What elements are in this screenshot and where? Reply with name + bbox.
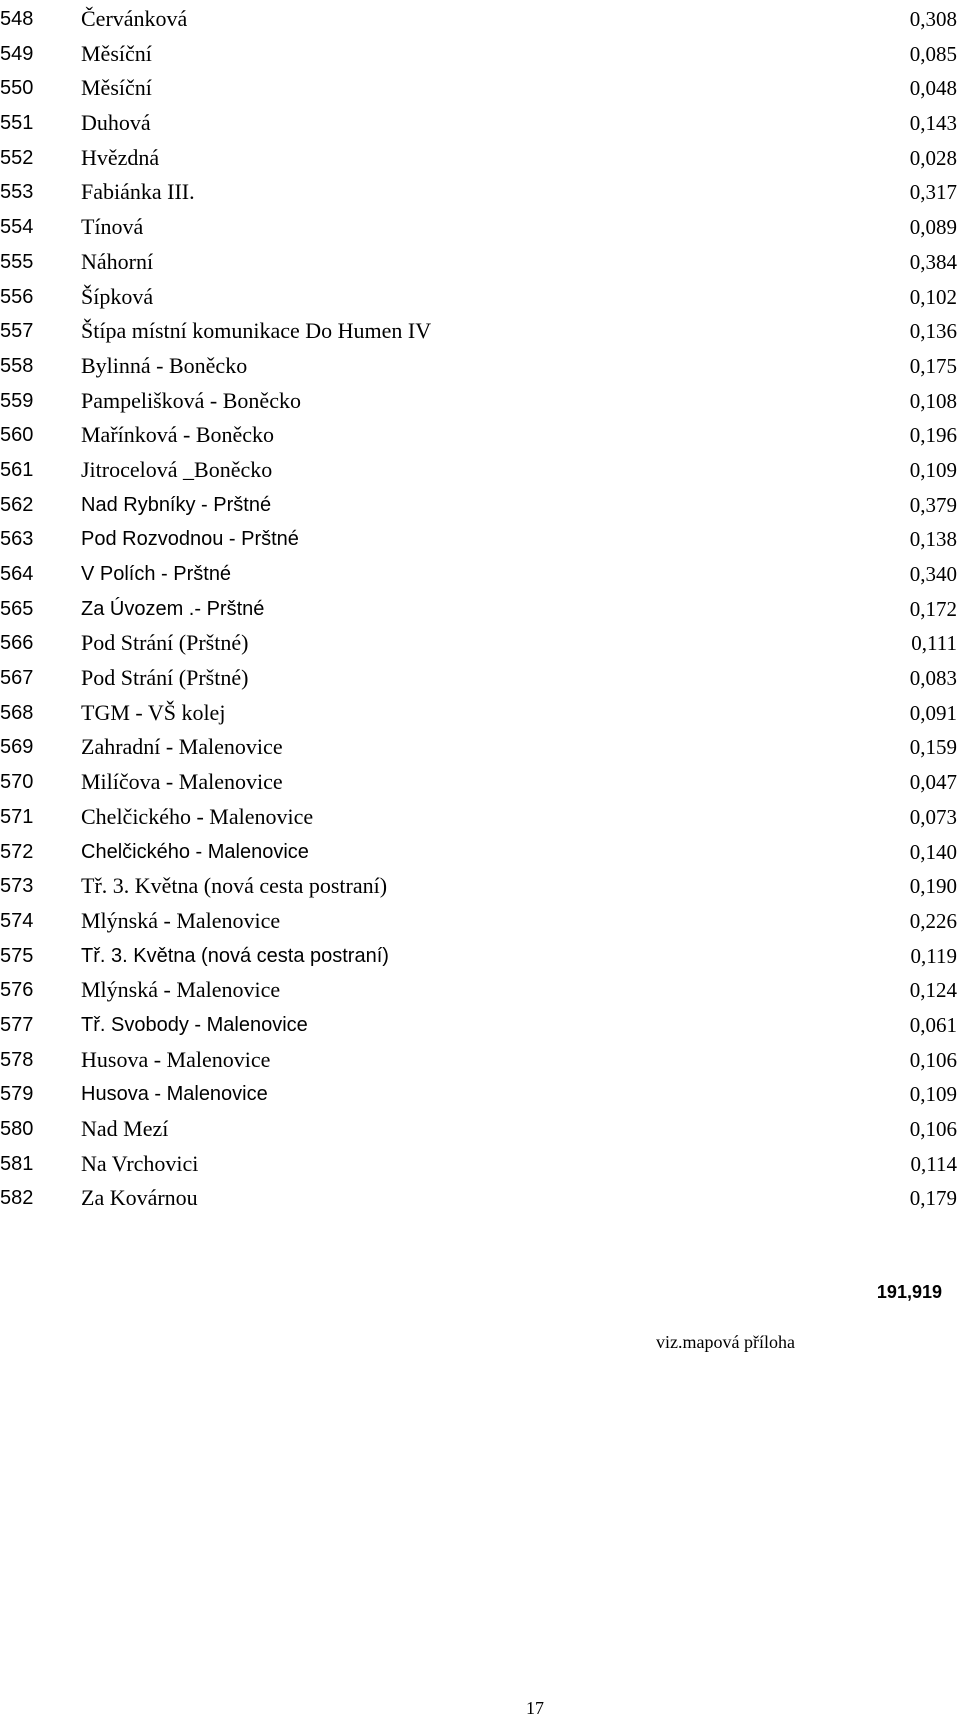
road-name: Na Vrchovici xyxy=(81,1150,199,1176)
road-length: 0,340 xyxy=(909,562,957,586)
row-number: 572 xyxy=(0,840,34,863)
page-number: 17 xyxy=(526,1698,544,1718)
road-length: 0,083 xyxy=(909,666,957,691)
road-name: TGM - VŠ kolej xyxy=(81,699,226,725)
road-length: 0,175 xyxy=(909,353,957,378)
road-name: Zahradní - Malenovice xyxy=(81,734,283,760)
road-name: Hvězdná xyxy=(81,144,160,170)
road-length: 0,048 xyxy=(909,76,957,101)
row-number: 550 xyxy=(0,77,34,100)
row-number: 579 xyxy=(0,1083,34,1106)
road-name: Měsíční xyxy=(81,75,152,101)
table-row xyxy=(0,141,960,176)
row-number: 578 xyxy=(0,1048,34,1071)
row-number: 563 xyxy=(0,528,34,551)
row-number: 580 xyxy=(0,1118,34,1140)
table-row xyxy=(0,557,960,592)
road-name: Mlýnská - Malenovice xyxy=(81,907,281,933)
road-length: 0,317 xyxy=(909,180,957,205)
row-number: 555 xyxy=(0,250,34,273)
road-name: Pod Rozvodnou - Prštné xyxy=(81,528,299,551)
table-row xyxy=(0,1181,960,1216)
row-number: 574 xyxy=(0,909,34,932)
road-length: 0,085 xyxy=(909,41,957,66)
row-number: 549 xyxy=(0,42,34,65)
row-number: 562 xyxy=(0,493,34,516)
road-name: Tř. 3. Května (nová cesta postraní) xyxy=(81,873,388,899)
map-attachment-note: viz.mapová příloha xyxy=(656,1332,795,1352)
table-row xyxy=(0,800,960,835)
road-name: Fabiánka III. xyxy=(81,179,195,205)
row-number: 548 xyxy=(0,8,34,30)
row-number: 575 xyxy=(0,944,34,967)
table-row xyxy=(0,1008,960,1043)
row-number: 571 xyxy=(0,805,34,828)
road-name: Za Kovárnou xyxy=(81,1185,198,1211)
table-row xyxy=(0,106,960,141)
table-row xyxy=(0,835,960,870)
row-number: 567 xyxy=(0,667,34,690)
road-length: 0,047 xyxy=(909,770,957,795)
row-number: 553 xyxy=(0,181,34,204)
row-number: 558 xyxy=(0,354,34,377)
road-length: 0,136 xyxy=(909,319,957,344)
table-row xyxy=(0,626,960,661)
road-length: 0,109 xyxy=(909,457,957,482)
road-length: 0,073 xyxy=(909,804,957,829)
table-row xyxy=(0,1077,960,1112)
road-name: Bylinná - Boněcko xyxy=(81,352,248,378)
row-number: 566 xyxy=(0,632,34,655)
table-row xyxy=(0,522,960,557)
row-number: 560 xyxy=(0,424,34,447)
road-length: 0,384 xyxy=(909,249,957,274)
road-length: 0,190 xyxy=(909,874,957,899)
road-name: Milíčova - Malenovice xyxy=(81,769,283,795)
table-row xyxy=(0,765,960,800)
table-row xyxy=(0,418,960,453)
row-number: 552 xyxy=(0,146,34,169)
road-length: 0,196 xyxy=(909,423,957,448)
table-row xyxy=(0,869,960,904)
table-row xyxy=(0,314,960,349)
table-row xyxy=(0,592,960,627)
row-number: 554 xyxy=(0,216,34,239)
road-name: Štípa místní komunikace Do Humen IV xyxy=(81,318,432,344)
road-length: 0,226 xyxy=(909,908,957,933)
total-length: 191,919 xyxy=(876,1282,942,1302)
table-row xyxy=(0,973,960,1008)
row-number: 576 xyxy=(0,979,34,1002)
road-name: Chelčického - Malenovice xyxy=(81,803,314,829)
table-row xyxy=(0,1147,960,1182)
road-length: 0,028 xyxy=(909,145,957,170)
table-row xyxy=(0,349,960,384)
table-row xyxy=(0,37,960,72)
table-row xyxy=(0,904,960,939)
road-length: 0,119 xyxy=(910,943,957,968)
road-name: Nad Mezí xyxy=(81,1116,169,1141)
road-name: Tř. 3. Května (nová cesta postraní) xyxy=(81,944,389,967)
road-length: 0,106 xyxy=(909,1047,957,1072)
row-number: 582 xyxy=(0,1187,34,1210)
road-name: Tř. Svobody - Malenovice xyxy=(81,1013,308,1036)
road-length: 0,061 xyxy=(909,1012,957,1037)
road-list xyxy=(0,2,960,1216)
road-name: Nad Rybníky - Prštné xyxy=(81,493,272,516)
row-number: 570 xyxy=(0,771,34,794)
table-row xyxy=(0,71,960,106)
table-row xyxy=(0,245,960,280)
table-row xyxy=(0,2,960,37)
road-name: Husova - Malenovice xyxy=(81,1046,271,1072)
row-number: 556 xyxy=(0,285,34,308)
road-name: Šípková xyxy=(81,283,154,309)
road-length: 0,379 xyxy=(909,492,957,517)
road-name: Tínová xyxy=(81,214,144,240)
road-length: 0,109 xyxy=(909,1082,957,1107)
road-name: Chelčického - Malenovice xyxy=(81,840,309,863)
road-name: Husova - Malenovice xyxy=(81,1083,268,1106)
table-row xyxy=(0,453,960,488)
road-length: 0,114 xyxy=(910,1151,957,1176)
row-number: 568 xyxy=(0,701,34,724)
table-row xyxy=(0,1043,960,1078)
row-number: 551 xyxy=(0,112,34,135)
road-length: 0,102 xyxy=(909,284,957,309)
road-length: 0,140 xyxy=(909,839,957,864)
road-name: V Polích - Prštné xyxy=(81,563,232,585)
road-length: 0,091 xyxy=(909,700,957,725)
table-row xyxy=(0,730,960,765)
row-number: 573 xyxy=(0,875,34,898)
table-row xyxy=(0,488,960,523)
row-number: 561 xyxy=(0,458,34,481)
road-name: Pod Strání (Prštné) xyxy=(81,630,249,656)
table-row xyxy=(0,384,960,419)
row-number: 569 xyxy=(0,736,34,759)
road-name: Náhorní xyxy=(81,248,154,274)
row-number: 577 xyxy=(0,1013,34,1036)
road-name: Měsíční xyxy=(81,40,152,66)
row-number: 564 xyxy=(0,563,34,585)
road-length: 0,111 xyxy=(911,631,957,656)
road-name: Mlýnská - Malenovice xyxy=(81,977,281,1003)
road-length: 0,308 xyxy=(909,7,957,31)
table-row xyxy=(0,280,960,315)
road-name: Mařínková - Boněcko xyxy=(81,422,275,448)
road-length: 0,106 xyxy=(909,1117,957,1141)
road-name: Červánková xyxy=(81,6,188,31)
table-row xyxy=(0,939,960,974)
road-length: 0,138 xyxy=(909,527,957,552)
road-name: Pampelišková - Boněcko xyxy=(81,387,301,413)
road-length: 0,159 xyxy=(909,735,957,760)
table-row xyxy=(0,175,960,210)
table-row xyxy=(0,696,960,731)
row-number: 559 xyxy=(0,389,34,412)
table-row xyxy=(0,210,960,245)
road-name: Duhová xyxy=(81,110,151,136)
road-name: Pod Strání (Prštné) xyxy=(81,665,249,691)
road-length: 0,108 xyxy=(909,388,957,413)
row-number: 565 xyxy=(0,597,34,620)
road-length: 0,143 xyxy=(909,111,957,136)
road-name: Za Úvozem .- Prštné xyxy=(81,597,265,620)
road-name: Jitrocelová _Boněcko xyxy=(81,456,273,482)
row-number: 581 xyxy=(0,1152,34,1175)
road-length: 0,172 xyxy=(909,596,957,621)
table-row xyxy=(0,1112,960,1147)
road-length: 0,089 xyxy=(909,215,957,240)
table-row xyxy=(0,661,960,696)
row-number: 557 xyxy=(0,320,34,343)
road-length: 0,124 xyxy=(909,978,957,1003)
road-length: 0,179 xyxy=(909,1186,957,1211)
